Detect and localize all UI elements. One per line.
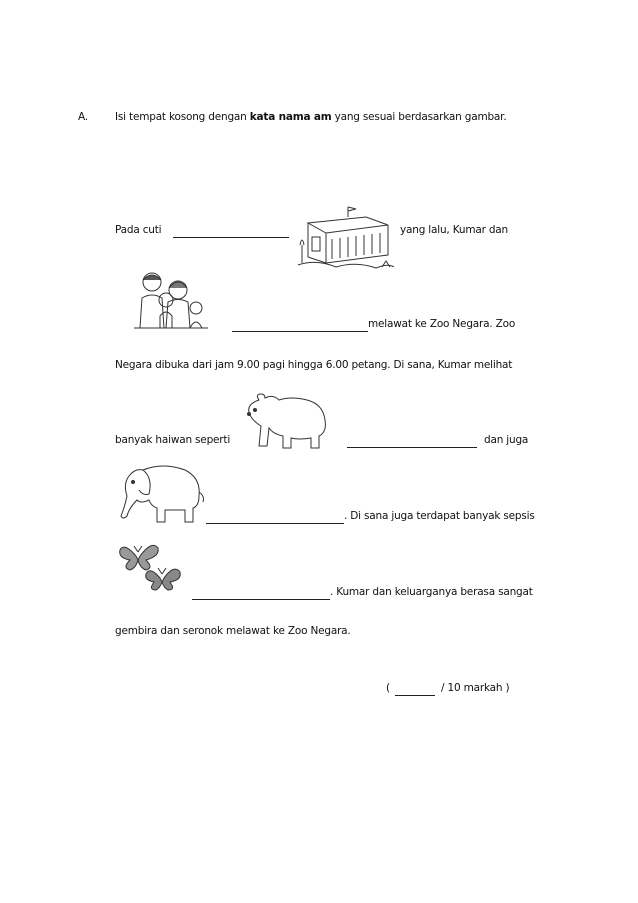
line7-text: gembira dan seronok melawat ke Zoo Negara. — [115, 625, 351, 637]
instruction-keyword: kata nama am — [249, 111, 332, 123]
instruction-post: yang sesuai berdasarkan gambar. — [331, 111, 507, 123]
marks-blank[interactable] — [395, 684, 435, 696]
answer-blank-5[interactable] — [192, 588, 330, 600]
instruction — [115, 111, 506, 123]
instruction-pre: Isi tempat kosong dengan — [115, 111, 250, 123]
school-building-icon — [296, 205, 396, 277]
marks-total: / 10 markah ) — [441, 682, 510, 694]
family-icon — [130, 268, 212, 330]
line5-text: . Di sana juga terdapat banyak sepsis — [344, 510, 535, 522]
line4-text: banyak haiwan seperti — [115, 434, 231, 446]
line1-text: Pada cuti — [115, 224, 162, 236]
line6-text: . Kumar dan keluarganya berasa sangat — [330, 586, 533, 598]
line4-continuation: dan juga — [484, 434, 529, 446]
line3-text: Negara dibuka dari jam 9.00 pagi hingga 6.00 petang. Di sana, Kumar melihat — [115, 359, 513, 371]
line2-text: melawat ke Zoo Negara. Zoo — [368, 318, 516, 330]
section-label: A. — [78, 111, 88, 123]
butterfly-icon — [116, 538, 186, 594]
answer-blank-1[interactable] — [173, 226, 289, 238]
answer-blank-3[interactable] — [347, 436, 477, 448]
answer-blank-4[interactable] — [206, 512, 344, 524]
answer-blank-2[interactable] — [232, 320, 368, 332]
elephant-icon — [113, 460, 205, 526]
line1-continuation: yang lalu, Kumar dan — [400, 224, 508, 236]
bear-icon — [243, 390, 329, 452]
marks-open: ( — [386, 682, 390, 694]
